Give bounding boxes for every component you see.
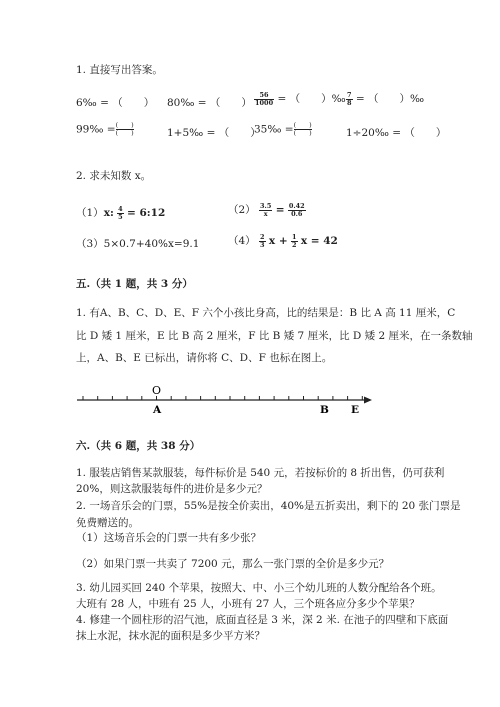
section5-paragraph-line2: 比 D 矮 1 厘米，E 比 B 高 2 厘米，F 比 B 矮 7 厘米，比 D 矮 2 厘米，在一条数轴 [76,330,473,342]
question-1-plus-5-permille: 1+5‰ = （ ） [167,127,261,139]
q4-line1: 4. 修建一个圆柱形的沼气池，底面直径是 3 米，深 2 米. 在池子的四壁和下底面 [76,614,449,626]
question-fraction-7-8: $\frac{7}{8}$ = （ ）‰ [347,90,425,107]
number-line [0,380,500,420]
equation-1: （1）x: $\frac{4}{5}$ = 6:12 [76,204,166,221]
section5-paragraph-line1: 1. 有A、B、C、D、E、F 六个小孩比身高，比的结果是：B 比 A 高 11 厘米，C [76,307,456,319]
number-line-arrow [364,397,372,404]
q2-sub2: （2）如果门票一共卖了 7200 元，那么一张门票的全价是多少元？ [76,558,390,570]
section1-title: 1. 直接写出答案。 [76,64,163,76]
section5-paragraph-line3: 上，A、B、E 已标出，请你将 C、D、F 也标在图上。 [76,352,333,364]
q1-line1: 1. 服装店销售某款服装，每件标价是 540 元，若按标价的 8 折出售，仍可获利 [76,467,445,479]
q3-line2: 大班有 28 人，中班有 25 人，小班有 27 人，三个班各应分多少个苹果？ [76,598,420,610]
question-6-permille: 6‰ = （ ） [76,97,155,109]
question-1-div-20-permille: 1÷20‰ = （ ） [346,127,447,139]
question-35-permille: 35‰ = $\frac{( )}{( )}$ [254,121,312,137]
q4-line2: 抹上水泥，抹水泥的面积是多少平方米？ [76,630,265,642]
point-b-label: B [320,404,329,416]
q3-line1: 3. 幼儿园买回 240 个苹果，按照大、中、小三个幼儿班的人数分配给各个班。 [76,582,442,594]
question-80-permille: 80‰ = （ ） [167,97,252,109]
point-e-label: E [351,404,360,416]
q2-sub1: （1）这场音乐会的门票一共有多少张？ [76,532,262,544]
section6-heading: 六.（共 6 题，共 38 分） [76,440,201,452]
question-99-permille: 99‰ = $\frac{( )}{( )}$ [76,121,134,137]
section2-title: 2. 求未知数 x。 [76,170,152,182]
q2-line1: 2. 一场音乐会的门票，55%是按全价卖出，40%是五折卖出，剩下的 20 张门票是 [76,500,461,512]
equation-4: （4） $\frac{2}{3}$ x + $\frac{1}{2}$ x = 42 [228,232,338,249]
equation-3: （3）5×0.7+40%x=9.1 [76,238,200,250]
q2-line2: 免费赠送的。 [76,517,139,529]
point-a-label: A [153,404,162,416]
q1-line2: 20%，则这款服装每件的进价是多少元？ [76,483,268,495]
equation-2: （2） $\frac{3.5}{x}$ = $\frac{0.42}{0.6}$ [228,201,305,218]
question-fraction-56-1000: $\frac{56}{1000}$ = （ ）‰ [255,90,346,107]
section5-heading: 五.（共 1 题，共 3 分） [76,278,193,290]
origin-label: O [152,384,162,397]
